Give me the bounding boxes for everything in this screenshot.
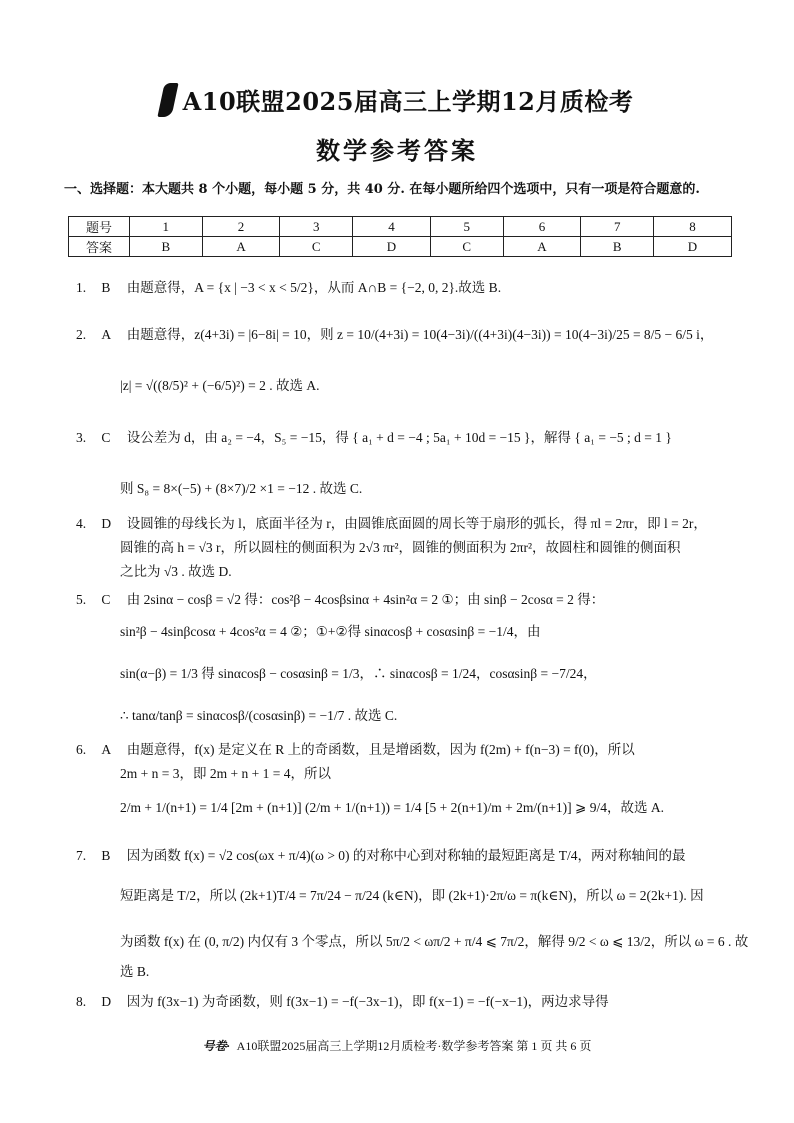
solution-line: 由 2sinα − cosβ = √2 得：cos²β − 4cosβsinα + 4sin²α = 2 ①；由 sinβ − 2cosα = 2 得： — [126, 592, 605, 607]
solution-line: 2/m + 1/(n+1) = 1/4 [2m + (n+1)] (2/m + 1/(n+1)) = 1/4 [5 + 2(n+1)/m + 2m/(n+1)] ⩾ 9/4，故选 A. — [120, 800, 664, 815]
solution-line: 由题意得，f(x) 是定义在 R 上的奇函数，且是增函数，因为 f(2m) + f(n−3) = f(0)，所以 — [126, 742, 635, 757]
table-cell: C — [430, 237, 503, 257]
question-number: 5. — [76, 592, 87, 607]
solution-line: sin²β − 4sinβcosα + 4cos²α = 4 ②；①+②得 sinαcosβ + cosαsinβ = −1/4，由 — [120, 624, 541, 639]
question-7-cont — [76, 962, 780, 982]
solution-line: 则 S₈ = 8×(−5) + (8×7)/2 ×1 = −12 . 故选 C. — [120, 481, 363, 496]
solution-line: 由题意得，z(4+3i) = |6−8i| = 10，则 z = 10/(4+3i) = 10(4−3i)/((4+3i)(4−3i)) = 10(4−3i)/25 = 8/5 − 6/5 i， — [126, 327, 714, 342]
question-number: 2. — [76, 327, 87, 342]
table-cell: 3 — [280, 217, 353, 237]
question-5 — [76, 590, 736, 610]
question-answer: A — [101, 742, 112, 757]
table-cell: D — [353, 237, 431, 257]
table-cell: D — [654, 237, 732, 257]
question-number: 6. — [76, 742, 87, 757]
question-3 — [76, 428, 736, 448]
solution-line: 圆锥的高 h = √3 r，所以圆柱的侧面积为 2√3 πr²，圆锥的侧面积为 2πr²，故圆柱和圆锥的侧面积 — [120, 540, 681, 555]
question-4-cont — [76, 562, 780, 582]
question-number: 4. — [76, 516, 87, 531]
question-4-cont — [76, 538, 780, 558]
question-number: 1. — [76, 280, 87, 295]
question-3-cont — [76, 479, 780, 499]
footer-text: A10联盟2025届高三上学期12月质检考·数学参考答案 第 1 页 共 6 页 — [236, 1039, 592, 1053]
section-heading — [64, 181, 734, 199]
solution-line: ∴ tanα/tanβ = sinαcosβ/(cosαsinβ) = −1/7 . 故选 C. — [120, 708, 398, 723]
solution-line: 短距离是 T/2，所以 (2k+1)T/4 = 7π/24 − π/24 (k∈N)，即 (2k+1)·2π/ω = π(k∈N)，所以 ω = 2(2k+1). 因 — [120, 888, 704, 903]
table-cell: 6 — [503, 217, 581, 237]
question-5-cont — [76, 664, 780, 684]
solution-line: 因为函数 f(x) = √2 cos(ωx + π/4)(ω > 0) 的对称中心到对称轴的最短距离是 T/4，两对称轴间的最 — [126, 848, 686, 863]
question-number: 8. — [76, 994, 87, 1009]
title-row — [0, 82, 794, 117]
question-2 — [76, 325, 736, 345]
row-label: 题号 — [69, 217, 130, 237]
solution-line: 为函数 f(x) 在 (0, π/2) 内仅有 3 个零点，所以 5π/2 < ωπ/2 + π/4 ⩽ 7π/2，解得 9/2 < ω ⩽ 13/2，所以 ω = 6 . 故 — [120, 934, 749, 949]
solution-line: |z| = √((8/5)² + (−6/5)²) = 2 . 故选 A. — [120, 378, 320, 393]
question-7-cont — [76, 886, 780, 906]
row-label: 答案 — [69, 237, 130, 257]
table-cell: C — [280, 237, 353, 257]
solution-line: 设公差为 d，由 a₂ = −4，S₅ = −15，得 { a₁ + d = −4 ; 5a₁ + 10d = −15 }，解得 { a₁ = −5 ; d = 1 } — [126, 430, 672, 445]
table-cell: 4 — [353, 217, 431, 237]
question-2-cont — [76, 376, 780, 396]
table-cell: 5 — [430, 217, 503, 237]
solution-line: 2m + n = 3，即 2m + n + 1 = 4，所以 — [120, 766, 331, 781]
solution-line: 之比为 √3 . 故选 D. — [120, 564, 232, 579]
page-footer — [0, 1037, 794, 1054]
table-cell: B — [130, 237, 203, 257]
page-header — [0, 82, 794, 166]
footer-brand: 号卷· — [202, 1039, 230, 1053]
page-subtitle: 数学参考答案 — [316, 136, 478, 165]
page-title: A10联盟2025届高三上学期12月质检考 — [182, 87, 634, 116]
table-cell: A — [503, 237, 581, 257]
question-answer: C — [101, 430, 111, 445]
question-7-cont — [76, 932, 780, 952]
question-number: 3. — [76, 430, 87, 445]
question-answer: B — [101, 848, 111, 863]
section-text: 一、选择题：本大题共 8 个小题，每小题 5 分，共 40 分. 在每小题所给四个选项中，只有一项是符合题意的. — [64, 182, 700, 197]
table-row — [69, 217, 732, 237]
table-cell: 8 — [654, 217, 732, 237]
question-6 — [76, 740, 736, 760]
table-row — [69, 237, 732, 257]
solution-line: 由题意得，A = {x | −3 < x < 5/2}，从而 A∩B = {−2, 0, 2}.故选 B. — [126, 280, 502, 295]
question-7 — [76, 846, 736, 866]
question-4 — [76, 514, 736, 534]
question-5-cont — [76, 706, 780, 726]
question-1 — [76, 278, 736, 298]
table-cell: 2 — [202, 217, 280, 237]
question-number: 7. — [76, 848, 87, 863]
answer-table — [68, 216, 732, 257]
question-6-cont — [76, 798, 780, 818]
solution-line: 设圆锥的母线长为 l，底面半径为 r，由圆锥底面圆的周长等于扇形的弧长，得 πl = 2πr，即 l = 2r， — [126, 516, 707, 531]
question-6-cont — [76, 764, 780, 784]
table-cell: 1 — [130, 217, 203, 237]
solution-line: 因为 f(3x−1) 为奇函数，则 f(3x−1) = −f(−3x−1)，即 f(x−1) = −f(−x−1)，两边求导得 — [126, 994, 609, 1009]
question-answer: A — [101, 327, 112, 342]
table-cell: 7 — [581, 217, 654, 237]
question-8 — [76, 992, 736, 1012]
question-answer: D — [101, 516, 112, 531]
table-cell: B — [581, 237, 654, 257]
question-answer: D — [101, 994, 112, 1009]
question-5-cont — [76, 622, 780, 642]
solution-line: 选 B. — [120, 964, 150, 979]
table-cell: A — [202, 237, 280, 257]
solution-line: sin(α−β) = 1/3 得 sinαcosβ − cosαsinβ = 1/3，∴ sinαcosβ = 1/24，cosαsinβ = −7/24， — [120, 666, 597, 681]
question-answer: B — [101, 280, 111, 295]
question-answer: C — [101, 592, 111, 607]
brand-logo-icon — [157, 83, 178, 117]
